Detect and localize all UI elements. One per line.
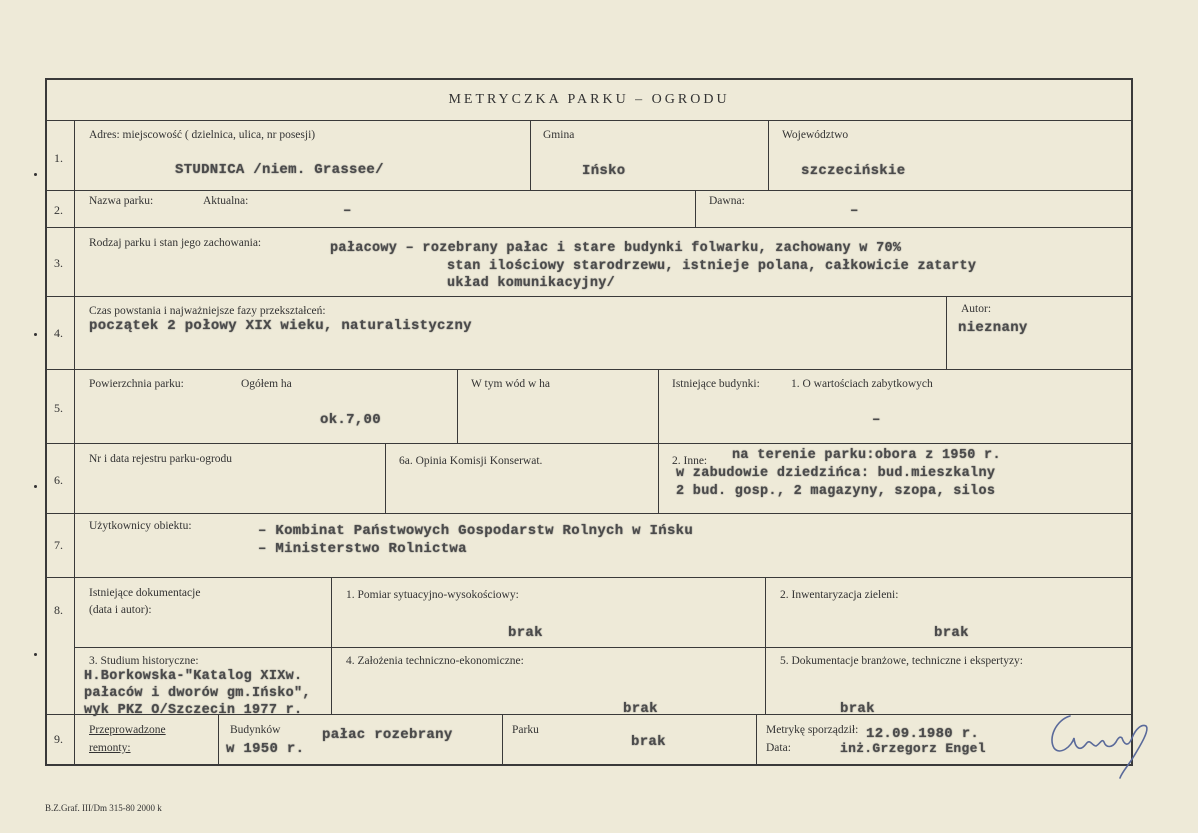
opinia-label: 6a. Opinia Komisji Konserwat.: [399, 455, 543, 467]
wojewodztwo-value: szczecińskie: [801, 163, 906, 179]
budynki-zabytkowe-value: –: [872, 412, 881, 428]
zalozenia-label: 4. Założenia techniczno-ekonomiczne:: [346, 655, 524, 667]
wojewodztwo-label: Województwo: [782, 129, 849, 141]
ogolem-value: ok.7,00: [320, 412, 381, 428]
row-number: 4.: [54, 326, 63, 340]
uzytkownicy-label: Użytkownicy obiektu:: [89, 520, 192, 532]
form-title: METRYCZKA PARKU – OGRODU: [448, 92, 730, 107]
cell-divider: [658, 443, 659, 513]
dawna-value: –: [850, 203, 859, 219]
dokumentacje-label: Istniejące dokumentacje: [89, 587, 201, 599]
autor-value: nieznany: [958, 320, 1028, 336]
data-label: Data:: [766, 742, 791, 754]
autor-label: Autor:: [961, 303, 992, 315]
budynki-label: Istniejące budynki:: [672, 378, 760, 390]
rodzaj-label: Rodzaj parku i stan jego zachowania:: [89, 237, 262, 249]
number-column-divider: [74, 120, 75, 766]
studium-value-line2: pałaców i dworów gm.Ińsko",: [84, 686, 311, 701]
rejestr-label: Nr i data rejestru parku-ogrodu: [89, 453, 233, 465]
cell-divider: [946, 296, 947, 369]
budynkow-label: Budynków: [230, 724, 281, 736]
row-number: 2.: [54, 203, 63, 217]
dawna-label: Dawna:: [709, 195, 745, 207]
row-divider: [45, 296, 1133, 297]
budynki-zabytkowe-label: 1. O wartościach zabytkowych: [791, 378, 933, 390]
row-divider: [75, 647, 1133, 648]
margin-dot: [34, 653, 37, 656]
cell-divider: [658, 369, 659, 443]
cell-divider: [765, 577, 766, 714]
inne-label: 2. Inne:: [672, 455, 708, 467]
ogolem-label: Ogółem ha: [241, 378, 292, 390]
remonty-label: Przeprowadzone: [89, 724, 166, 736]
metryke-author-value: inż.Grzegorz Engel: [840, 741, 986, 756]
adres-label: Adres: miejscowość ( dzielnica, ulica, nr posesji): [89, 129, 316, 141]
row-divider: [45, 443, 1133, 444]
row-number: 9.: [54, 732, 63, 746]
powierzchnia-label: Powierzchnia parku:: [89, 378, 184, 390]
cell-divider: [530, 120, 531, 190]
nazwa-label: Nazwa parku:: [89, 195, 154, 207]
zalozenia-value: brak: [623, 701, 658, 717]
metryke-date-value: 12.09.1980 r.: [866, 726, 980, 742]
dokumentacje-branzowe-value: brak: [840, 701, 875, 717]
budynkow-value-line1: pałac rozebrany: [322, 727, 453, 743]
cell-divider: [695, 190, 696, 227]
rodzaj-value-line3: układ komunikacyjny/: [447, 276, 616, 291]
dokumentacje-sublabel: (data i autor):: [89, 604, 152, 616]
pomiar-label: 1. Pomiar sytuacyjno-wysokościowy:: [346, 589, 519, 601]
aktualna-value: –: [343, 203, 352, 219]
cell-divider: [756, 714, 757, 766]
adres-value: STUDNICA /niem. Grassee/: [175, 162, 384, 178]
inne-value-line1: na terenie parku:obora z 1950 r.: [732, 448, 1001, 463]
inne-value-line2: w zabudowie dziedzińca: bud.mieszkalny: [676, 466, 996, 481]
wod-label: W tym wód w ha: [471, 378, 551, 390]
cell-divider: [218, 714, 219, 766]
row-number: 6.: [54, 473, 63, 487]
row-divider: [45, 120, 1133, 121]
gmina-value: Ińsko: [582, 163, 626, 179]
uzytkownicy-value-line1: – Kombinat Państwowych Gospodarstw Rolnych w Ińsku: [258, 523, 694, 539]
inne-value-line3: 2 bud. gosp., 2 magazyny, szopa, silos: [676, 484, 996, 499]
parku-label: Parku: [512, 724, 539, 736]
margin-dot: [34, 173, 37, 176]
czas-label: Czas powstania i najważniejsze fazy przekształceń:: [89, 305, 326, 317]
studium-value-line1: H.Borkowska-"Katalog XIXw.: [84, 669, 303, 684]
rodzaj-value-line1: pałacowy – rozebrany pałac i stare budynki folwarku, zachowany w 70%: [330, 241, 902, 256]
uzytkownicy-value-line2: – Ministerstwo Rolnictwa: [258, 541, 467, 557]
row-divider: [45, 513, 1133, 514]
row-divider: [45, 369, 1133, 370]
czas-value: początek 2 połowy XIX wieku, naturalistyczny: [89, 318, 472, 334]
cell-divider: [768, 120, 769, 190]
dokumentacje-branzowe-label: 5. Dokumentacje branżowe, techniczne i ekspertyzy:: [780, 655, 1023, 667]
pomiar-value: brak: [508, 625, 543, 641]
parku-value: brak: [631, 734, 666, 750]
row-number: 5.: [54, 401, 63, 415]
row-number: 7.: [54, 538, 63, 552]
print-code: B.Z.Graf. III/Dm 315-80 2000 k: [45, 803, 162, 813]
row-divider: [45, 227, 1133, 228]
aktualna-label: Aktualna:: [203, 195, 249, 207]
row-number: 8.: [54, 603, 63, 617]
remonty-sublabel: remonty:: [89, 742, 131, 754]
margin-dot: [34, 333, 37, 336]
row-number: 3.: [54, 256, 63, 270]
handwritten-signature: [1042, 708, 1157, 780]
row-divider: [45, 190, 1133, 191]
cell-divider: [502, 714, 503, 766]
row-divider: [45, 577, 1133, 578]
margin-dot: [34, 485, 37, 488]
cell-divider: [457, 369, 458, 443]
gmina-label: Gmina: [543, 129, 575, 141]
inwentaryzacja-value: brak: [934, 625, 969, 641]
studium-value-line3: wyk PKZ O/Szczecin 1977 r.: [84, 703, 303, 718]
cell-divider: [331, 577, 332, 714]
cell-divider: [385, 443, 386, 513]
studium-label: 3. Studium historyczne:: [89, 655, 199, 667]
rodzaj-value-line2: stan ilościowy starodrzewu, istnieje polana, całkowicie zatarty: [447, 259, 977, 274]
row-number: 1.: [54, 151, 63, 165]
inwentaryzacja-label: 2. Inwentaryzacja zieleni:: [780, 589, 899, 601]
metryke-label: Metrykę sporządził:: [766, 724, 859, 736]
budynkow-value-line2: w 1950 r.: [226, 741, 305, 757]
